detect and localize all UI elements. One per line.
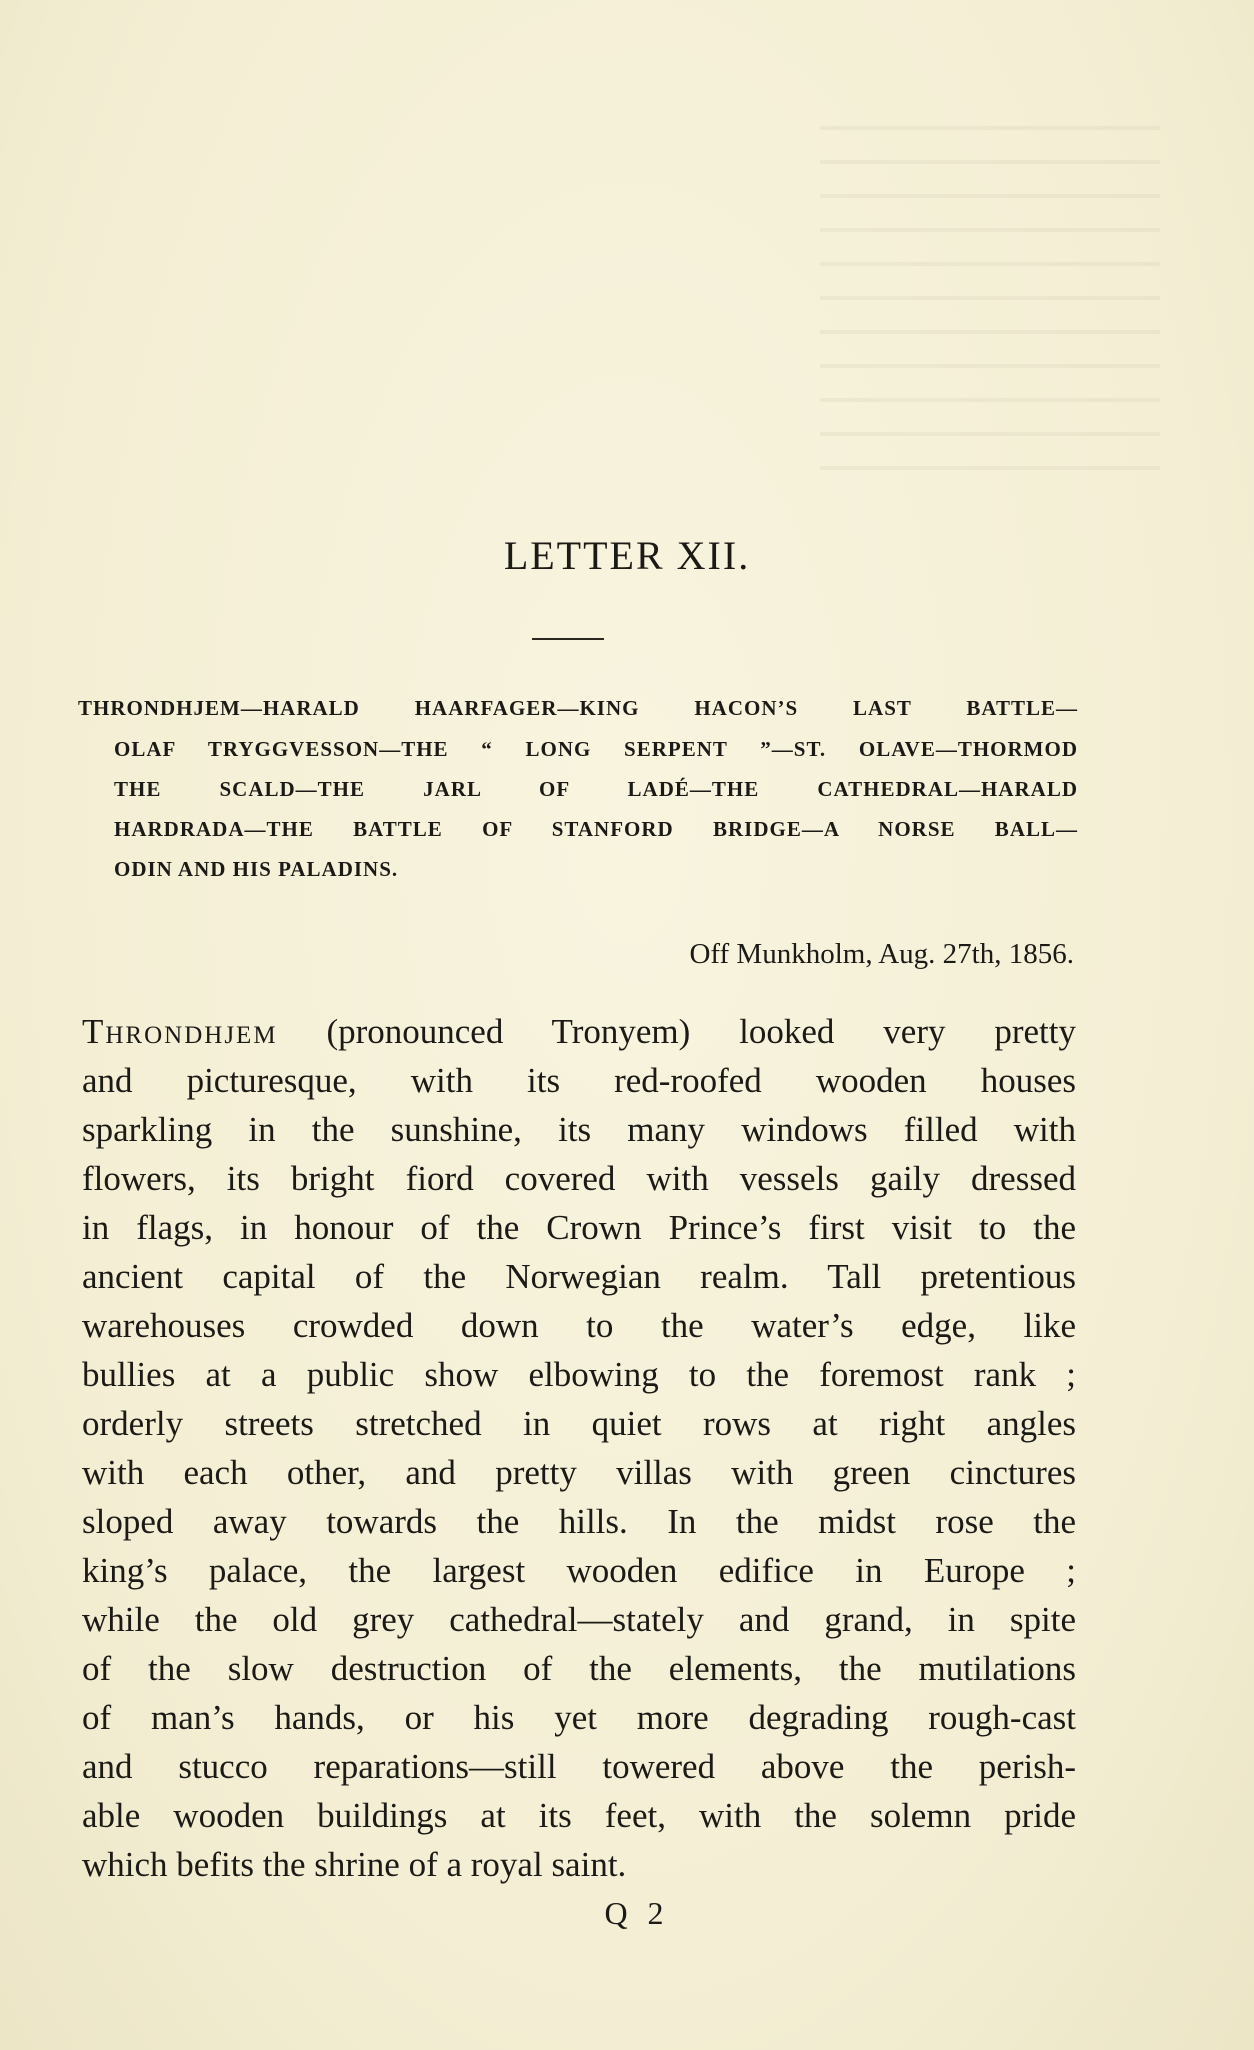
summary-line: THRONDHJEM—HARALD HAARFAGER—KING HACON’S LAST BATTLE—	[78, 696, 1078, 720]
body-line-first	[82, 1014, 1076, 1049]
summary-line: HARDRADA—THE BATTLE OF STANFORD BRIDGE—A NORSE BALL—	[114, 817, 1078, 841]
body-line: warehouses crowded down to the water’s edge, like	[82, 1306, 1076, 1345]
body-line: ancient capital of the Norwegian realm. Tall pretentious	[82, 1257, 1076, 1296]
body-line: and picturesque, with its red-roofed wooden houses	[82, 1061, 1076, 1100]
first-line-text: (pronounced Tronyem) looked very pretty	[277, 1012, 1076, 1051]
body-line: which befits the shrine of a royal saint.	[82, 1845, 627, 1884]
body-line: of man’s hands, or his yet more degrading rough-cast	[82, 1698, 1076, 1737]
signature-mark: Q 2	[604, 1895, 670, 1931]
summary-line: OLAF TRYGGVESSON—THE “ LONG SERPENT ”—ST. OLAVE—THORMOD	[114, 737, 1078, 761]
letter-title: LETTER XII.	[503, 533, 751, 578]
body-line: flowers, its bright fiord covered with vessels gaily dressed	[82, 1159, 1076, 1198]
dateline: Off Munkholm, Aug. 27th, 1856.	[689, 938, 1074, 970]
body-line: sparkling in the sunshine, its many windows filled with	[82, 1110, 1076, 1149]
body-line: able wooden buildings at its feet, with the solemn pride	[82, 1796, 1076, 1835]
body-line: orderly streets stretched in quiet rows at right angles	[82, 1404, 1076, 1443]
body-line: sloped away towards the hills. In the midst rose the	[82, 1502, 1076, 1541]
body-line: of the slow destruction of the elements, the mutilations	[82, 1649, 1076, 1688]
title-rule	[532, 638, 604, 640]
opening-word: Throndhjem	[82, 1012, 278, 1051]
body-line: bullies at a public show elbowing to the foremost rank ;	[82, 1355, 1076, 1394]
body-line: king’s palace, the largest wooden edifice in Europe ;	[82, 1551, 1076, 1590]
summary-line: ODIN AND HIS PALADINS.	[114, 857, 399, 881]
show-through-text	[820, 100, 1160, 500]
body-line: in flags, in honour of the Crown Prince’s first visit to the	[82, 1208, 1076, 1247]
body-line: with each other, and pretty villas with green cinctures	[82, 1453, 1076, 1492]
body-line: while the old grey cathedral—stately and grand, in spite	[82, 1600, 1076, 1639]
summary-line: THE SCALD—THE JARL OF LADÉ—THE CATHEDRAL—HARALD	[114, 777, 1078, 801]
body-line: and stucco reparations—still towered above the perish-	[82, 1747, 1076, 1786]
